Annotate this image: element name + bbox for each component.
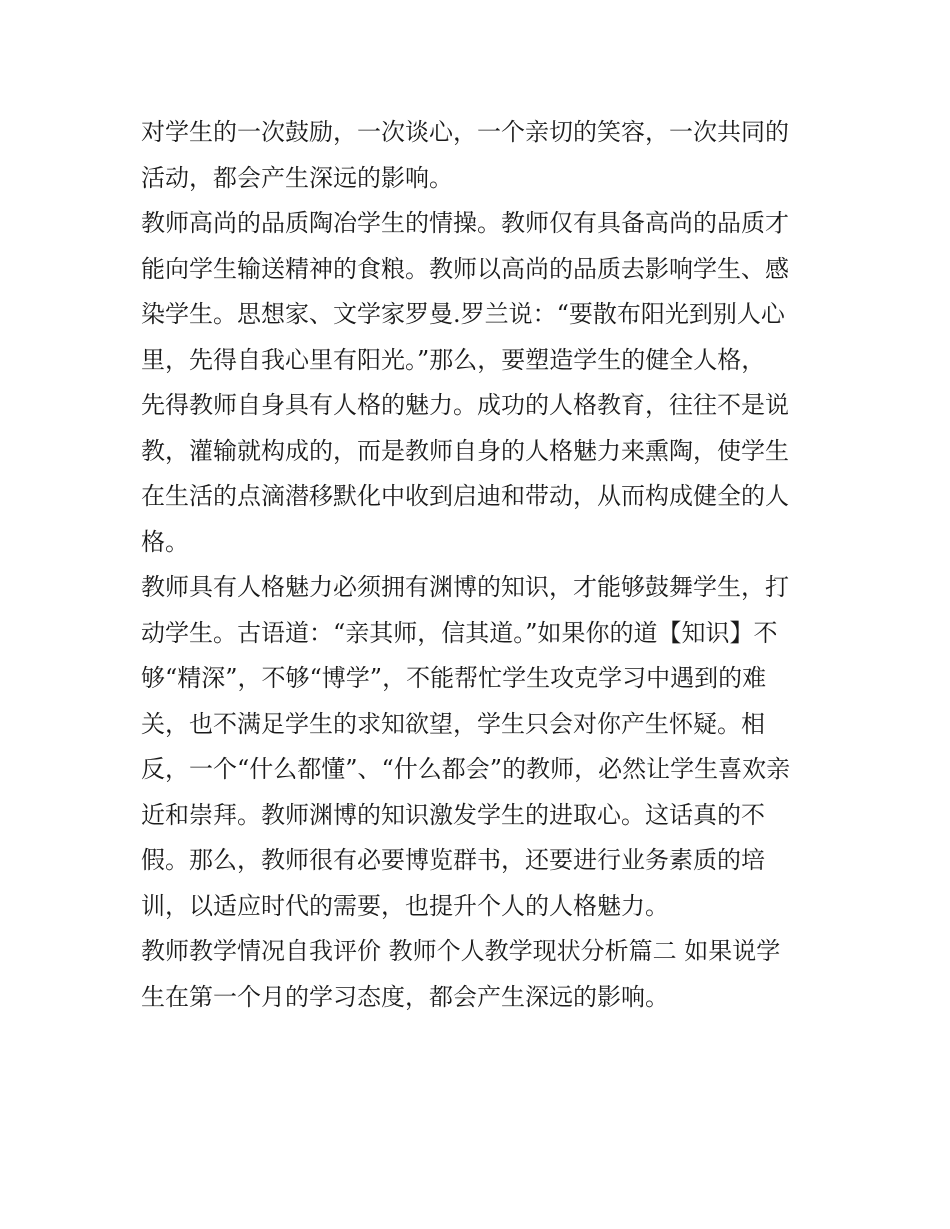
text-line: 动学生。古语道：“亲其师，信其道。”如果你的道【知识】不 <box>141 618 778 647</box>
text-line: 活动，都会产生深远的影响。 <box>141 163 453 192</box>
text-line: 教，灌输就构成的，而是教师自身的人格魅力来熏陶，使学生 <box>141 436 789 465</box>
text-line: 染学生。思想家、文学家罗曼.罗兰说：“要散布阳光到别人心 <box>141 300 785 328</box>
text-line: 格。 <box>141 527 189 556</box>
text-line: 训，以适应时代的需要，也提升个人的人格魅力。 <box>141 891 669 920</box>
text-line: 教师教学情况自我评价 教师个人教学现状分析篇二 如果说学 <box>141 937 781 965</box>
text-line: 先得教师自身具有人格的魅力。成功的人格教育，往往不是说 <box>141 391 789 419</box>
text-line: 教师具有人格魅力必须拥有渊博的知识，才能够鼓舞学生，打 <box>141 573 789 601</box>
text-line: 够“精深”，不够“博学”，不能帮忙学生攻克学习中遇到的难 <box>141 664 767 692</box>
text-line: 在生活的点滴潜移默化中收到启迪和带动，从而构成健全的人 <box>141 482 789 510</box>
text-line: 对学生的一次鼓励，一次谈心，一个亲切的笑容，一次共同的 <box>141 118 789 146</box>
text-line: 里，先得自我心里有阳光。”那么，要塑造学生的健全人格， <box>141 345 766 374</box>
text-line: 教师高尚的品质陶冶学生的情操。教师仅有具备高尚的品质才 <box>141 209 789 237</box>
text-line: 关，也不满足学生的求知欲望，学生只会对你产生怀疑。相 <box>141 709 765 738</box>
text-line: 近和崇拜。教师渊博的知识激发学生的进取心。这话真的不 <box>141 800 765 829</box>
text-line: 假。那么，教师很有必要博览群书，还要进行业务素质的培 <box>141 846 765 874</box>
text-line: 反，一个“什么都懂”、“什么都会”的教师，必然让学生喜欢亲 <box>141 755 791 783</box>
text-line: 能向学生输送精神的食粮。教师以高尚的品质去影响学生、感 <box>141 254 789 283</box>
body-text <box>141 110 821 1020</box>
text-line: 生在第一个月的学习态度，都会产生深远的影响。 <box>141 982 669 1011</box>
